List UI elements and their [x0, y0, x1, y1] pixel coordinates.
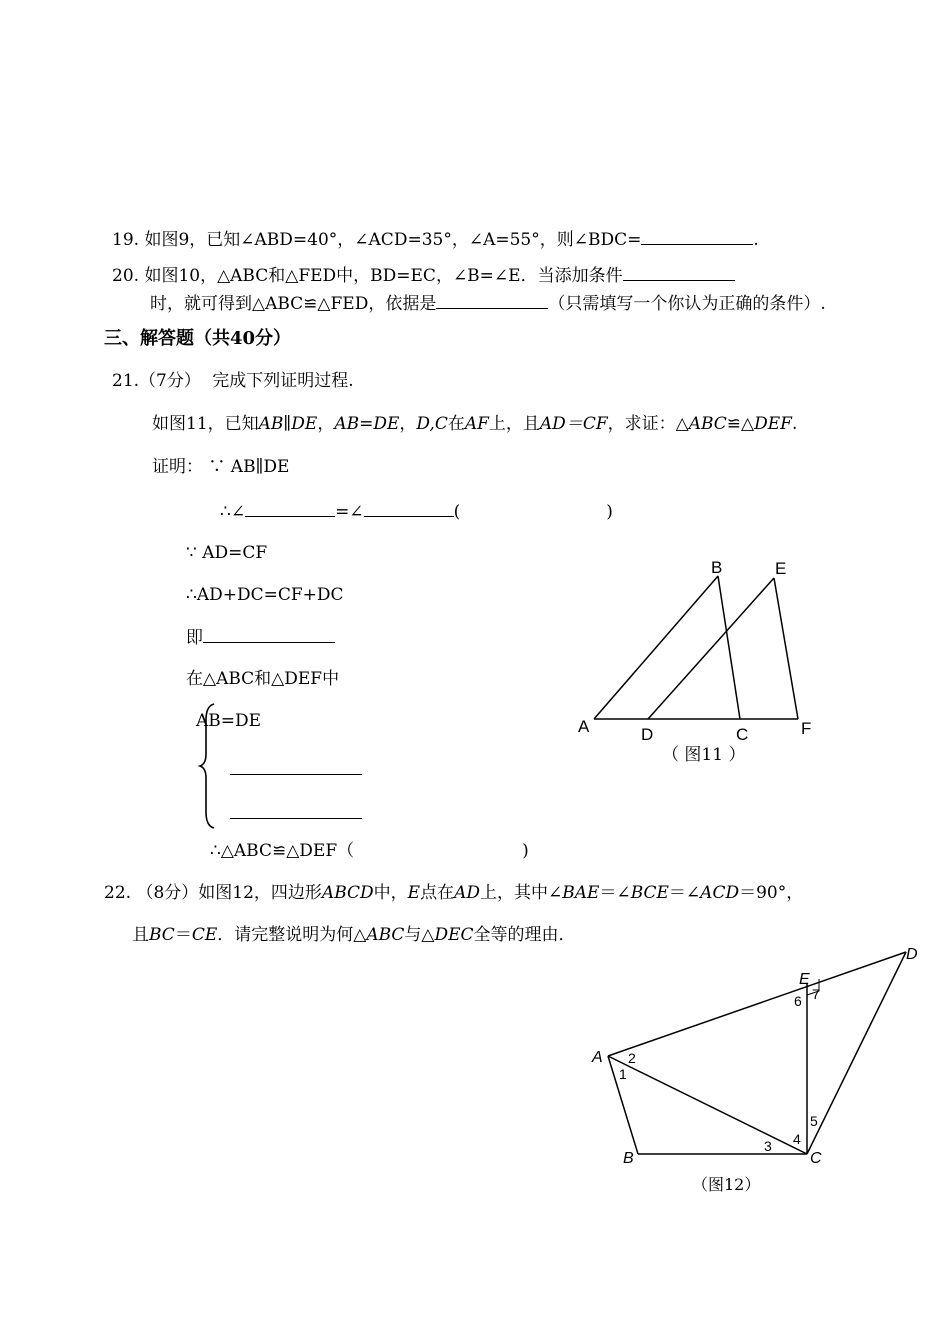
q21-given-af: AF	[464, 414, 489, 434]
q21-points: （7分）	[139, 371, 201, 391]
proof-therefore-sum: ∴AD+DC=CF+DC	[186, 585, 344, 605]
q22-l2-end: 全等的理由．	[473, 925, 576, 945]
q21-given-adcf: AD＝CF	[539, 414, 608, 434]
q22-l1-ad: AD	[454, 883, 480, 903]
brace-blank-line-1	[230, 758, 362, 781]
fig12-label-a: A	[592, 1049, 603, 1066]
q21-given-sep2: ，	[399, 414, 417, 434]
fig11-label-c: C	[736, 725, 749, 744]
q19-number: 19.	[112, 230, 140, 250]
q19-line	[112, 228, 759, 251]
q21-task: 完成下列证明过程.	[212, 371, 354, 391]
proof-conclusion	[210, 840, 529, 862]
proof-because-parallel: ∵ AB∥DE	[208, 457, 290, 477]
figure-12	[580, 940, 930, 1180]
fig12-label-d: D	[906, 946, 918, 963]
q21-given-rest: 上，且	[488, 414, 540, 434]
q22-l2-eq: ＝	[174, 925, 192, 945]
q21-proof-label	[152, 456, 289, 478]
q21-given-cong: ≌△	[726, 414, 755, 434]
q21-given-prove: ，求证：△	[607, 414, 689, 434]
q19-answer-blank[interactable]	[641, 228, 753, 245]
q22-l1-e: E	[407, 883, 421, 903]
proof-ji-line	[186, 626, 335, 649]
fig12-angle-1: 1	[619, 1066, 627, 1082]
q22-l2-dec: DEC	[434, 925, 474, 945]
q22-l1-bae: BAE	[562, 883, 600, 903]
fig11-label-e: E	[775, 559, 787, 578]
q20-condition-blank[interactable]	[623, 264, 735, 281]
q21-given-prefix: 如图11，已知	[152, 414, 259, 434]
q21-heading	[112, 370, 354, 392]
q22-l1-abcd: ABCD	[321, 883, 374, 903]
q20-basis-blank[interactable]	[436, 292, 548, 309]
q19-end: .	[753, 230, 759, 250]
proof-label: 证明：	[152, 457, 203, 477]
brace-blank-line-2	[230, 802, 362, 825]
q20-number: 20.	[112, 266, 140, 286]
q22-l2-ce: CE	[191, 925, 218, 945]
fig11-line-ef	[774, 578, 798, 719]
proof-in-triangles: 在△ABC和△DEF中	[186, 669, 340, 689]
proof-because-adcf: ∵ AD=CF	[186, 543, 268, 563]
q22-l1-eq2: ＝∠	[668, 883, 701, 903]
proof-brace-ab: AB=DE	[196, 711, 262, 731]
q22-points: （8分）	[136, 883, 199, 903]
ji-blank[interactable]	[203, 626, 335, 643]
q22-l2-b: ．请完整说明为何△	[217, 925, 367, 945]
q20-text2b: （只需填写一个你认为正确的条件）.	[548, 294, 826, 314]
conclusion-reason-blank[interactable]	[354, 840, 522, 856]
q22-l1-a: 如图12，四边形	[198, 883, 322, 903]
q21-number: 21.	[112, 371, 140, 391]
reason-paren-close: )	[606, 502, 613, 522]
q22-l1-end: ＝90°，	[739, 883, 804, 903]
fig11-line-bc	[718, 576, 740, 719]
q22-l1-b: 中，	[373, 883, 408, 903]
section-title: 三、解答题（共40分）	[104, 328, 292, 349]
angle-reason-blank[interactable]	[460, 501, 606, 517]
q21-given-sep1: ，	[317, 414, 335, 434]
q22-l2-abc: ABC	[366, 925, 405, 945]
fig12-angle-6: 6	[794, 993, 802, 1009]
q22-l1-acd: ACD	[700, 883, 740, 903]
fig11-label-b: B	[711, 558, 723, 577]
brace-blank-1[interactable]	[230, 758, 362, 775]
q21-given-par: ∥	[283, 414, 292, 434]
q22-l2-bc: BC	[149, 925, 175, 945]
q22-l2-a: 且	[132, 925, 149, 945]
q22-l1-bce: BCE	[630, 883, 669, 903]
q22-l1-d: 上，其中∠	[480, 883, 563, 903]
q21-given-ab: AB	[258, 414, 284, 434]
q20-line1	[112, 264, 735, 287]
q21-given-abc: ABC	[688, 414, 727, 434]
fig12-line-ad	[608, 952, 906, 1056]
q20-text1: 如图10，△ABC和△FED中，BD=EC，∠B=∠E．当添加条件	[144, 266, 623, 286]
fig11-label-f: F	[801, 719, 812, 738]
fig12-line-cd	[807, 952, 906, 1154]
fig12-label-c: C	[810, 1150, 822, 1167]
q22-line1	[104, 882, 803, 904]
q21-angle-line	[220, 500, 613, 523]
q20-line2	[150, 292, 826, 315]
fig12-label-e: E	[799, 971, 810, 988]
fig12-angle-2: 2	[628, 1050, 636, 1066]
q21-given-de: DE	[291, 414, 318, 434]
q21-given-eq: AB=DE	[334, 414, 400, 434]
fig12-angle-3: 3	[764, 1138, 772, 1154]
proof-angle-eq: =∠	[335, 502, 364, 522]
fig11-caption: （ 图11 ）	[662, 745, 746, 765]
q21-given-def: DEF	[754, 414, 792, 434]
q21-given-dc: D,C	[416, 414, 448, 434]
q22-line2	[132, 924, 576, 946]
q22-l2-c: 与△	[404, 925, 435, 945]
proof-therefore-angle: ∴∠	[220, 502, 246, 522]
fig11-label-a: A	[578, 717, 590, 736]
fig12-angle-5: 5	[810, 1113, 818, 1129]
fig11-line-ab	[594, 576, 718, 719]
q21-given-on: 在	[447, 414, 465, 434]
fig12-angle-4: 4	[793, 1131, 801, 1147]
q21-given	[152, 413, 797, 435]
angle-blank-1[interactable]	[245, 500, 335, 517]
q22-l1-eq1: ＝∠	[599, 883, 631, 903]
conclusion-paren-close: )	[522, 841, 529, 861]
fig11-line-de	[648, 578, 774, 719]
fig12-angle-7: 7	[812, 986, 820, 1002]
fig12-line-ac	[608, 1056, 807, 1154]
fig12-label-b: B	[623, 1150, 634, 1167]
reason-paren-open: (	[453, 502, 461, 522]
q20-text2a: 时，就可得到△ABC≌△FED，依据是	[150, 294, 437, 314]
q21-given-end: .	[791, 414, 798, 434]
q19-text: 如图9，已知∠ABD=40°，∠ACD=35°，∠A=55°，则∠BDC=	[144, 230, 642, 250]
brace-blank-2[interactable]	[230, 802, 362, 819]
proof-conclusion-text: ∴△ABC≌△DEF（	[210, 841, 355, 861]
angle-blank-2[interactable]	[364, 500, 454, 517]
q22-l1-c: 点在	[420, 883, 455, 903]
q22-number: 22.	[104, 883, 132, 903]
fig11-label-d: D	[641, 725, 654, 744]
fig12-caption: （图12）	[692, 1175, 761, 1194]
proof-ji: 即	[186, 628, 203, 648]
